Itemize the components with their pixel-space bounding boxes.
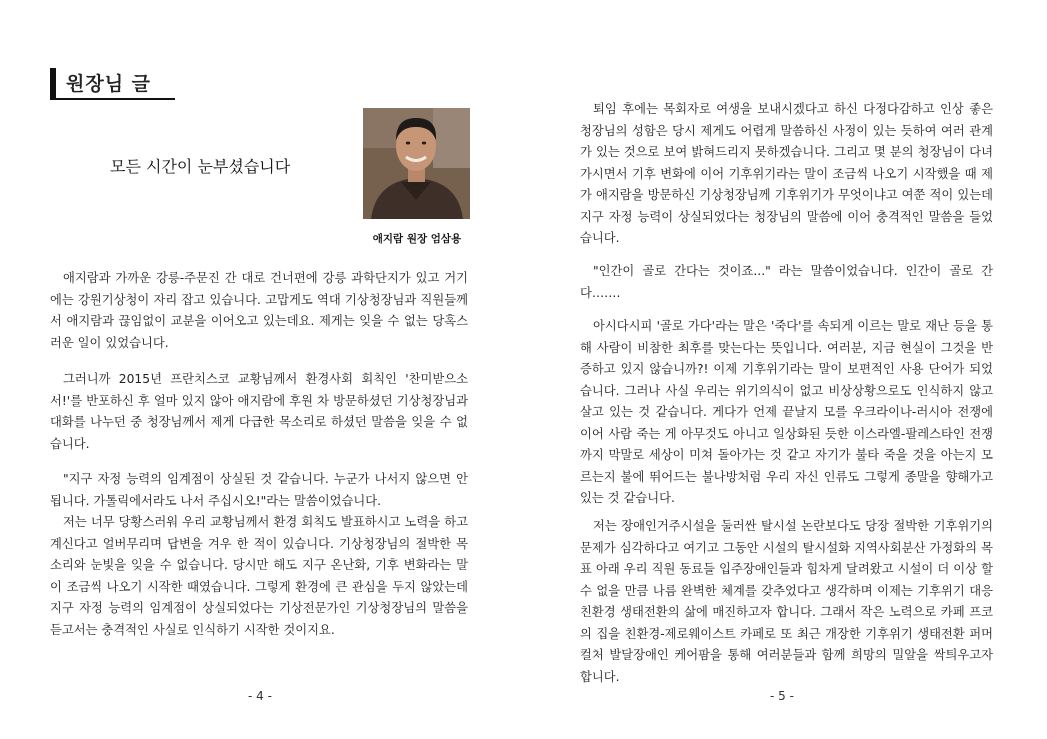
paragraph: [580, 261, 993, 304]
right-page: [523, 0, 1047, 739]
paragraph-text: 아시다시피 '골로 가다'라는 말은 '죽다'를 속되게 이르는 말로 재난 등을 통해 사람이 비참한 최후를 맞는다는 뜻입니다. 여러분, 지금 현실이 그것을 반증하고 있지 않습니까?! 이제 기후위기라는 말이 보편적인 사용 단어가 되었습니다. 그러나 사실 우리는 위기의식이 없고 비상상황으로도 인식하지 않고 살고 있는 것 같습니다. 게다가 언제 끝날지 모를 우크라이나-러시아 전쟁에 이어 사람 죽는 게 아무것도 아니고 일상화된 듯한 이스라엘-팔레스타인 전쟁까지 막말로 세상이 미쳐 돌아가는 것 같고 자기가 불타 죽을 것을 아는지 모르는지 불에 뛰어드는 불나방처럼 우리 자신 인류도 그렇게 종말을 향해가고 있는 것 같습니다.: [580, 319, 993, 505]
section-bar-marker: [50, 68, 56, 98]
paragraph: [50, 268, 468, 354]
paragraph-text: "인간이 골로 간다는 것이죠..." 라는 말씀이었습니다. 인간이 골로 간다…….: [580, 264, 993, 300]
section-label: [50, 68, 175, 100]
article-title: 모든 시간이 눈부셨습니다: [110, 157, 291, 176]
paragraph-text: 퇴임 후에는 목회자로 여생을 보내시겠다고 하신 다정다감하고 인상 좋은 청장님의 성함은 당시 제게도 어렵게 말씀하신 사정이 있는 듯하여 여러 관계가 있는 것으로 보여 밝혀드리지 못하겠습니다. 그리고 몇 분의 청장님이 다녀가시면서 기후 변화에 이어 기후위기라는 말이 조금씩 나오기 시작했을 때 제가 애지람을 방문하신 기상청장님께 기후위기가 무엇이냐고 여쭌 적이 있는데 지구 자정 능력이 상실되었다는 청장님의 말씀에 이어 충격적인 말씀을 들었습니다.: [580, 102, 993, 245]
page-number: - 5 -: [770, 689, 794, 703]
paragraph: [50, 369, 468, 455]
author-photo: [363, 108, 470, 219]
paragraph-text: 저는 너무 당황스러워 우리 교황님께서 환경 회칙도 발표하시고 노력을 하고 계신다고 얼버무리며 답변을 겨우 한 적이 있습니다. 기상청장님의 절박한 목소리와 눈빛을 잊을 수 없습니다. 당시만 해도 지구 온난화, 기후 변화라는 말이 조금씩 나오기 시작한 때였습니다. 그렇게 환경에 큰 관심을 두지 않았는데 지구 자정 능력의 임계점이 상실되었다는 기상전문가인 기상청장님의 말씀을 듣고서는 충격적인 사실로 인식하기 시작한 것이지요.: [50, 515, 468, 637]
paragraph: [580, 316, 993, 510]
paragraph: [50, 512, 468, 641]
paragraph: [50, 469, 468, 512]
paragraph-text: "지구 자정 능력의 임계점이 상실된 것 같습니다. 누군가 나서지 않으면 안 됩니다. 가톨릭에서라도 나서 주십시오!"라는 말씀이었습니다.: [50, 472, 468, 508]
paragraph-text: 애지람과 가까운 강릉-주문진 간 대로 건너편에 강릉 과학단지가 있고 거기에는 강원기상청이 자리 잡고 있습니다. 고맙게도 역대 기상청장님과 직원들께서 애지람과 끊임없이 교분을 이어오고 있는데요. 제게는 잊을 수 없는 당혹스러운 일이 있었습니다.: [50, 271, 468, 350]
paragraph-text: 저는 장애인거주시설을 둘러싼 탈시설 논란보다도 당장 절박한 기후위기의 문제가 심각하다고 여기고 그동안 시설의 탈시설화 지역사회분산 가정화의 목표 아래 우리 직원 동료들 입주장애인들과 힘차게 달려왔고 시설이 더 이상 할 수 없을 만큼 나름 완벽한 체계를 갖추었다고 생각하며 이제는 기후위기 대응 친환경 생태전환의 삶에 매진하고자 합니다. 그래서 작은 노력으로 카페 프코의 집을 친환경-제로웨이스트 카페로 또 최근 개장한 기후위기 생태전환 퍼머컬처 발달장애인 케어팜을 통해 여러분들과 함께 희망의 밀알을 싹틔우고자 합니다.: [580, 519, 993, 684]
paragraph-text: 그러니까 2015년 프란치스코 교황님께서 환경사회 회칙인 '찬미받으소서!'를 반포하신 후 얼마 있지 않아 애지람에 후원 차 방문하셨던 기상청장님과 대화를 나누던 중 청장님께서 제게 다급한 목소리로 하셨던 말씀을 잊을 수 없습니다.: [50, 372, 468, 451]
left-page: [0, 0, 523, 739]
section-label-text: 원장님 글: [66, 73, 152, 95]
page-number: - 4 -: [248, 689, 272, 703]
paragraph: [580, 99, 993, 250]
paragraph: [580, 516, 993, 688]
photo-caption: 애지람 원장 엄삼용: [372, 233, 462, 245]
